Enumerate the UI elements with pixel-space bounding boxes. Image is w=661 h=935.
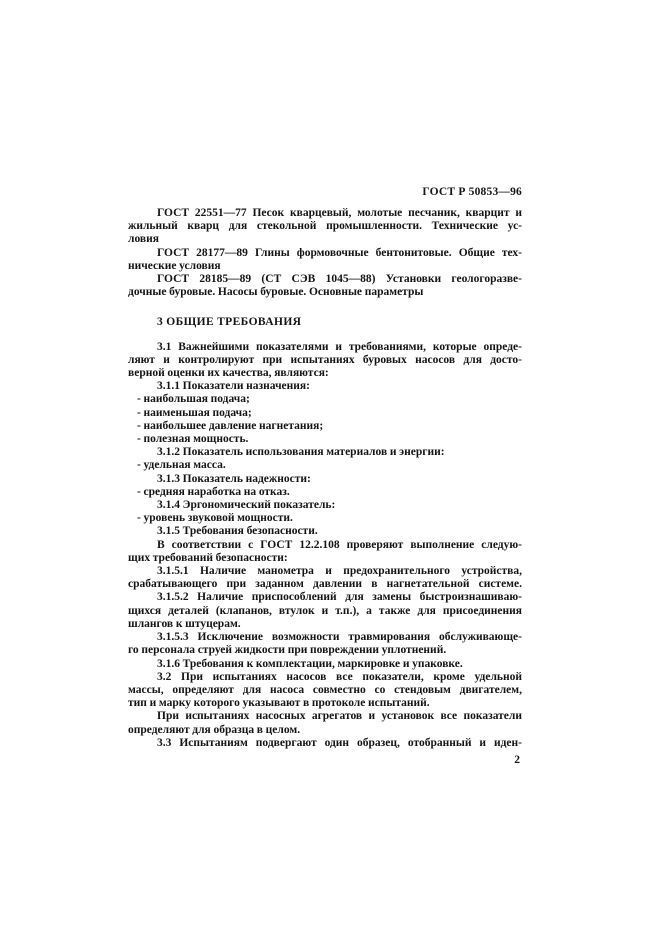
text-line: ГОСТ 28177—89 Глины формовочные бентонитовые. Общие тех- — [157, 246, 522, 259]
text-line: определяют для образца в целом. — [128, 723, 301, 736]
text-line: 3.1.5 Требования безопасности. — [157, 525, 318, 538]
text-line: го персонала струей жидкости при повреждении уплотнений. — [128, 644, 447, 657]
section-heading: 3 ОБЩИЕ ТРЕБОВАНИЯ — [157, 316, 302, 329]
text-line: 3.1.5.1 Наличие манометра и предохранительного устройства, — [157, 565, 522, 578]
text-line: - полезная мощность. — [137, 433, 249, 446]
text-line: 3.3 Испытаниям подвергают один образец, отобранный и иден- — [157, 736, 522, 749]
text-line: ГОСТ 28185—89 (СТ СЭВ 1045—88) Установки геологоразве- — [157, 273, 522, 286]
text-line: щих требований безопасности: — [128, 551, 288, 564]
text-line: 3.1.6 Требования к комплектации, маркировке и упаковке. — [157, 657, 463, 670]
text-line: 3.1.5.3 Исключение возможности травмирования обслуживающе- — [157, 631, 522, 644]
text-line: - наименьшая подача; — [137, 406, 252, 419]
text-line: щихся деталей (клапанов, втулок и т.п.), а также для присоединения — [128, 604, 522, 617]
text-line: шлангов к штуцерам. — [128, 617, 241, 630]
text-line: жильный кварц для стекольной промышленности. Технические ус- — [128, 220, 522, 233]
document-lines — [128, 207, 522, 750]
text-line: массы, определяют для насоса совместно со стендовым двигателем, — [128, 683, 522, 696]
text-line: 3.2 При испытаниях насосов все показатели, кроме удельной — [157, 670, 522, 683]
document-content — [128, 186, 522, 766]
text-line: При испытаниях насосных агрегатов и установок все показатели — [157, 710, 522, 723]
page-number: 2 — [514, 753, 520, 766]
text-line: 3.1 Важнейшими показателями и требованиями, которые опреде- — [157, 340, 522, 353]
text-line: 3.1.4 Эргономический показатель: — [157, 499, 336, 512]
text-line: тип и марку которого указывают в протоколе испытаний. — [128, 697, 430, 710]
text-line: дочные буровые. Насосы буровые. Основные параметры — [128, 286, 424, 299]
text-line: ГОСТ 22551—77 Песок кварцевый, молотые песчаник, кварцит и — [157, 207, 522, 219]
text-line: 3.1.1 Показатели назначения: — [157, 380, 310, 393]
text-line: 3.1.2 Показатель использования материалов и энергии: — [157, 446, 445, 459]
text-line: - средняя наработка на отказ. — [137, 485, 290, 498]
text-line: нические условия — [128, 259, 221, 272]
text-line: - наибольшая подача; — [137, 393, 250, 406]
text-line: верной оценки их качества, являются: — [128, 367, 329, 380]
text-line: срабатывающего при заданном давлении в нагнетательной системе. — [128, 578, 522, 591]
text-line: ляют и контролируют при испытаниях буровых насосов для досто- — [128, 353, 522, 366]
text-line: 3.1.3 Показатель надежности: — [157, 472, 311, 485]
text-line: 3.1.5.2 Наличие приспособлений для замены быстроизнашиваю- — [157, 591, 522, 604]
document-code-header: ГОСТ Р 50853—96 — [422, 186, 522, 198]
text-line: В соответствии с ГОСТ 12.2.108 проверяют выполнение следую- — [157, 538, 522, 551]
text-line: ловия — [128, 233, 159, 246]
text-line: - наибольшее давление нагнетания; — [137, 419, 324, 432]
text-line: - уровень звуковой мощности. — [137, 512, 293, 525]
text-line: - удельная масса. — [137, 459, 226, 472]
